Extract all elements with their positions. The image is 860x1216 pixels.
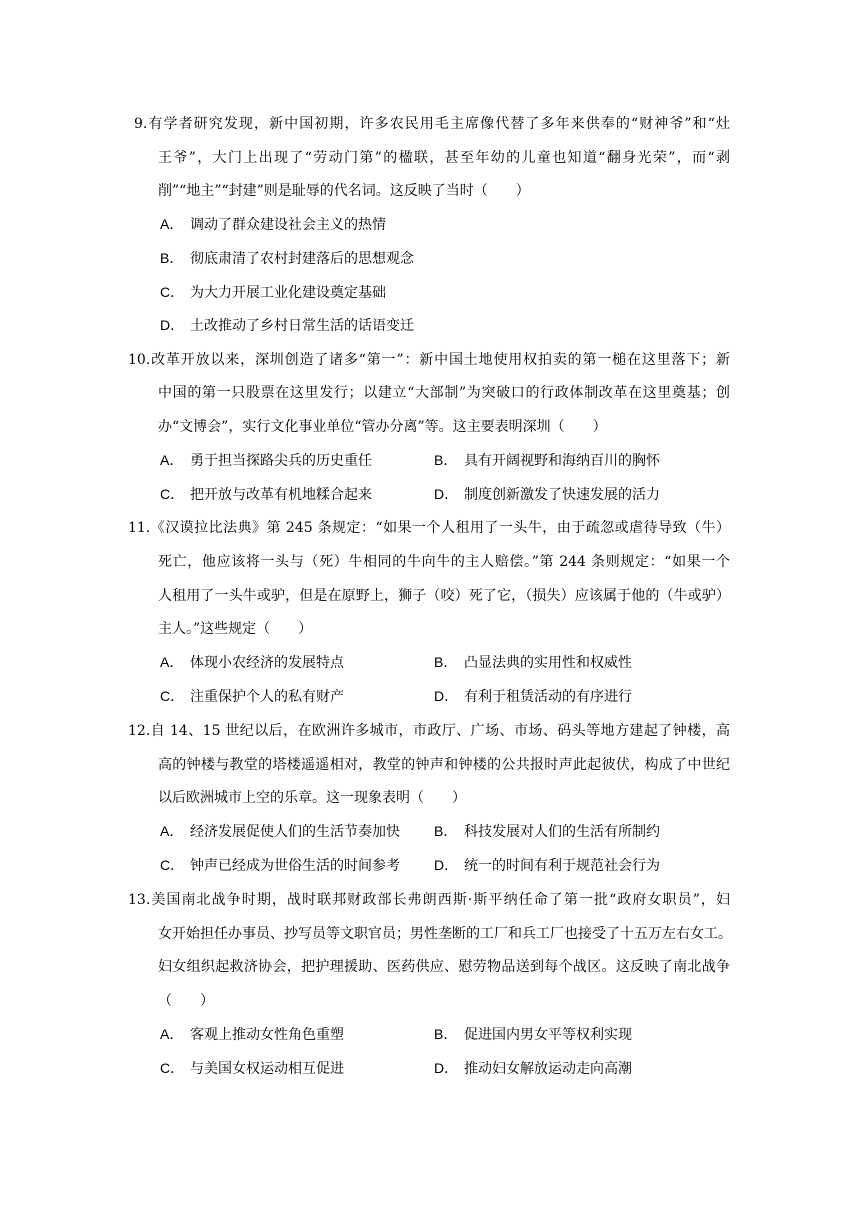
option-letter: A． — [160, 1026, 184, 1042]
option-letter: C． — [160, 284, 185, 300]
option-text: 凸显法典的实用性和权威性 — [464, 655, 632, 671]
question-line: 办“文博会”，实行文化事业单位“管办分离”等。这主要表明深圳（ ） — [158, 419, 607, 435]
option-letter: D． — [434, 688, 459, 704]
option-c — [160, 282, 386, 302]
option-a — [160, 652, 344, 672]
option-text: 钟声已经成为世俗生活的时间参考 — [190, 858, 400, 874]
question-line: 以后欧洲城市上空的乐章。这一现象表明（ ） — [158, 790, 466, 806]
option-text: 为大力开展工业化建设奠定基础 — [190, 285, 386, 301]
question-line: 妇女组织起救济协会，把护理援助、医药供应、慰劳物品送到每个战区。这反映了南北战争 — [158, 959, 730, 975]
question-text: 自 14、15 世纪以后，在欧洲许多城市，市政厅、广场、市场、码头等地方建起了钟楼，高 — [150, 723, 730, 739]
question-text: 《汉谟拉比法典》第 245 条规定：“如果一个人租用了一头牛，由于疏忽或虐待导致（牛） — [150, 520, 730, 536]
question-line — [128, 720, 730, 740]
option-a — [160, 450, 372, 470]
option-b — [434, 821, 660, 841]
option-d — [434, 484, 660, 504]
option-b — [434, 1024, 632, 1044]
option-text: 科技发展对人们的生活有所制约 — [464, 824, 660, 840]
option-letter: D． — [434, 857, 459, 873]
option-letter: D． — [434, 486, 459, 502]
option-text: 注重保护个人的私有财产 — [190, 689, 344, 705]
option-b — [434, 652, 632, 672]
option-letter: A． — [160, 654, 184, 670]
question-line: 削”“地主”“封建”则是耻辱的代名词。这反映了当时（ ） — [158, 183, 530, 199]
question-line: 高的钟楼与教堂的塔楼遥遥相对，教堂的钟声和钟楼的公共报时声此起彼伏，构成了中世纪 — [158, 757, 730, 773]
option-c — [160, 1058, 344, 1078]
option-letter: B． — [434, 654, 458, 670]
question-text: 改革开放以来，深圳创造了诸多“第一”：新中国土地使用权拍卖的第一槌在这里落下；新 — [150, 352, 730, 368]
option-letter: A． — [160, 452, 184, 468]
option-text: 调动了群众建设社会主义的热情 — [190, 217, 386, 233]
option-letter: C． — [160, 1060, 185, 1076]
question-line: 中国的第一只股票在这里发行；以建立“大部制”为突破口的行政体制改革在这里奠基；创 — [158, 385, 730, 401]
option-letter: D． — [434, 1060, 459, 1076]
question-number: 10. — [128, 352, 151, 368]
option-d — [434, 1058, 632, 1078]
question-line — [128, 889, 730, 909]
option-c — [160, 484, 372, 504]
question-text: 有学者研究发现，新中国初期，许多农民用毛主席像代替了多年来供奉的“财神爷”和“灶 — [147, 116, 730, 132]
option-letter: A． — [160, 216, 184, 232]
option-letter: B． — [434, 1026, 458, 1042]
option-a — [160, 821, 400, 841]
option-letter: C． — [160, 486, 185, 502]
option-c — [160, 855, 400, 875]
option-b — [160, 248, 414, 268]
question-line: 王爷”，大门上出现了“劳动门第”的楹联，甚至年幼的儿童也知道“翻身光荣”，而“剥 — [158, 150, 730, 166]
option-text: 统一的时间有利于规范社会行为 — [464, 858, 660, 874]
question-text: 美国南北战争时期，战时联邦财政部长弗朗西斯·斯平纳任命了第一批“政府女职员”，妇 — [150, 892, 730, 908]
option-text: 把开放与改革有机地糅合起来 — [190, 487, 372, 503]
question-line: 主人。”这些规定（ ） — [158, 621, 313, 637]
question-line: 人租用了一头牛或驴，但是在原野上，狮子（咬）死了它，（损失）应该属于他的（牛或驴） — [158, 588, 730, 604]
question-line: 女开始担任办事员、抄写员等文职官员；男性垄断的工厂和兵工厂也接受了十五万左右女工。 — [158, 926, 732, 942]
option-letter: C． — [160, 688, 185, 704]
option-text: 促进国内男女平等权利实现 — [464, 1027, 632, 1043]
option-d — [160, 315, 414, 335]
question-number: 9. — [134, 116, 148, 132]
option-text: 具有开阔视野和海纳百川的胸怀 — [464, 453, 660, 469]
option-text: 与美国女权运动相互促进 — [190, 1061, 344, 1077]
option-text: 经济发展促使人们的生活节奏加快 — [190, 824, 400, 840]
question-line — [128, 517, 730, 537]
option-letter: B． — [160, 250, 184, 266]
question-line — [134, 113, 730, 133]
question-number: 12. — [128, 723, 151, 739]
option-text: 彻底肃清了农村封建落后的思想观念 — [190, 251, 414, 267]
question-number: 13. — [128, 892, 151, 908]
question-number: 11. — [128, 520, 151, 536]
option-letter: B． — [434, 823, 458, 839]
option-text: 勇于担当探路尖兵的历史重任 — [190, 453, 372, 469]
option-d — [434, 686, 632, 706]
option-c — [160, 686, 344, 706]
option-b — [434, 450, 660, 470]
question-line — [128, 349, 730, 369]
option-text: 有利于租赁活动的有序进行 — [464, 689, 632, 705]
option-text: 推动妇女解放运动走向高潮 — [464, 1061, 632, 1077]
question-line: （ ） — [158, 993, 214, 1009]
option-text: 体现小农经济的发展特点 — [190, 655, 344, 671]
option-letter: B． — [434, 452, 458, 468]
option-d — [434, 855, 660, 875]
option-text: 制度创新激发了快速发展的活力 — [464, 487, 660, 503]
question-line: 死亡，他应该将一头与（死）牛相同的牛向牛的主人赔偿。”第 244 条则规定：“如果一个 — [158, 554, 730, 570]
option-letter: D． — [160, 317, 185, 333]
option-letter: C． — [160, 857, 185, 873]
option-text: 客观上推动女性角色重塑 — [190, 1027, 344, 1043]
option-a — [160, 214, 386, 234]
option-letter: A． — [160, 823, 184, 839]
option-text: 土改推动了乡村日常生活的话语变迁 — [190, 318, 414, 334]
option-a — [160, 1024, 344, 1044]
